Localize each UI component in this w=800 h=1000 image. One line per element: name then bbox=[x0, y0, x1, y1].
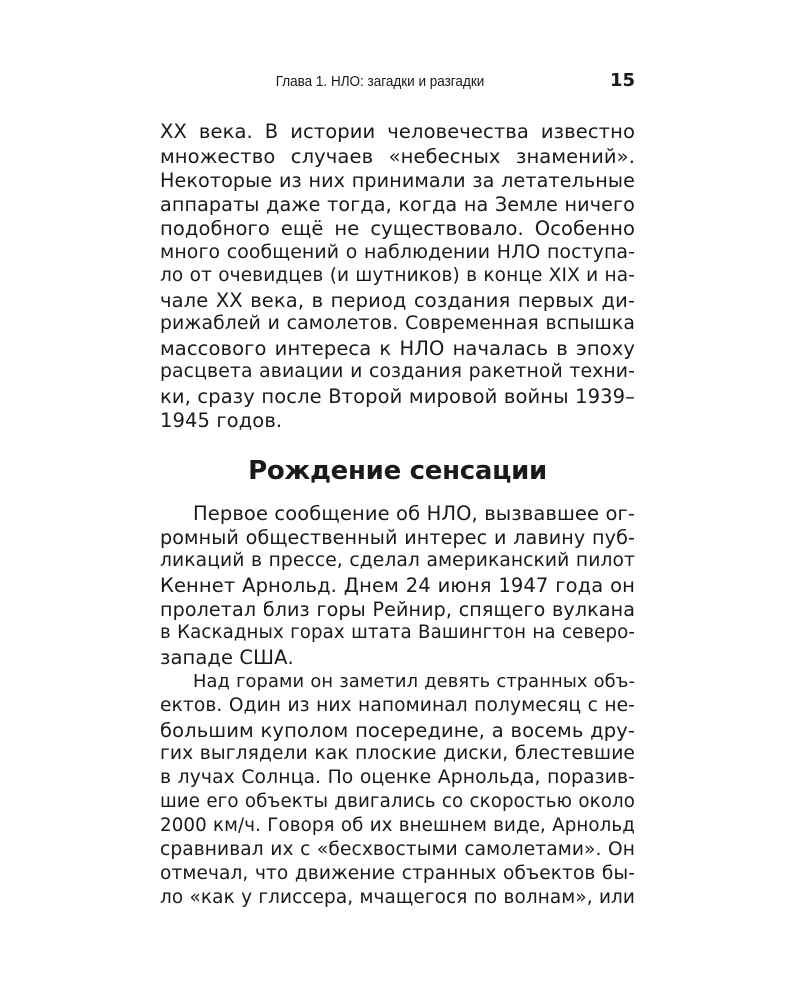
text-line: 1945 годов. bbox=[160, 409, 283, 432]
text-line: расцвета авиации и создания ракетной техни- bbox=[160, 361, 635, 382]
text-line: много сообщений о наблюдении НЛО поступа- bbox=[160, 241, 635, 263]
text-line: ки, сразу после Второй мировой войны 1939– bbox=[160, 385, 635, 408]
text-line: отмечал, что движение странных объектов бы- bbox=[160, 863, 635, 884]
text-line: ло от очевидцев (и шутников) в конце XIX и на- bbox=[160, 265, 635, 286]
chapter-title: Глава 1. НЛО: загадки и разгадки bbox=[275, 73, 485, 90]
text-line: в лучах Солнца. По оценке Арнольда, поразив- bbox=[160, 767, 635, 788]
text-line: аппараты даже тогда, когда на Земле ничего bbox=[160, 193, 635, 216]
page-number: 15 bbox=[609, 70, 635, 91]
text-line: Над горами он заметил девять странных объ- bbox=[193, 671, 635, 692]
section-heading: Рождение сенсации bbox=[248, 456, 547, 486]
text-line: ромный общественный интерес и лавину пуб- bbox=[160, 526, 635, 549]
text-line: чале XX века, в период создания первых ди- bbox=[160, 289, 635, 312]
text-line: подобного ещё не существовало. Особенно bbox=[160, 217, 635, 240]
text-line: ликаций в прессе, сделал американский пилот bbox=[160, 550, 635, 571]
text-line: Кеннет Арнольд. Днем 24 июня 1947 года он bbox=[160, 574, 635, 597]
text-line: большим куполом посередине, а восемь дру- bbox=[160, 719, 635, 742]
text-line: в Каскадных горах штата Вашингтон на северо- bbox=[160, 622, 635, 643]
text-line: сравнивал их с «бесхвостыми самолетами». Он bbox=[160, 839, 635, 860]
text-line: 2000 км/ч. Говоря об их внешнем виде, Арнольд bbox=[160, 815, 635, 836]
text-line: Некоторые из них принимали за летательные bbox=[160, 169, 635, 192]
text-line: западе США. bbox=[160, 646, 294, 669]
text-line: массового интереса к НЛО началась в эпоху bbox=[160, 337, 635, 360]
text-line: Первое сообщение об НЛО, вызвавшее ог- bbox=[193, 502, 635, 525]
running-header bbox=[160, 70, 635, 94]
text-line: рижаблей и самолетов. Современная вспышка bbox=[160, 313, 635, 334]
text-line: гих выглядели как плоские диски, блестевшие bbox=[160, 743, 635, 764]
text-line: ло «как у глиссера, мчащегося по волнам», или bbox=[160, 887, 635, 908]
text-line: шие его объекты двигались со скоростью около bbox=[160, 791, 635, 812]
text-line: пролетал близ горы Рейнир, спящего вулкана bbox=[160, 598, 635, 621]
text-line: XX века. В истории человечества известно bbox=[160, 120, 635, 143]
text-line: ектов. Один из них напоминал полумесяц с не- bbox=[160, 695, 635, 716]
text-line: множество случаев «небесных знамений». bbox=[160, 145, 635, 168]
